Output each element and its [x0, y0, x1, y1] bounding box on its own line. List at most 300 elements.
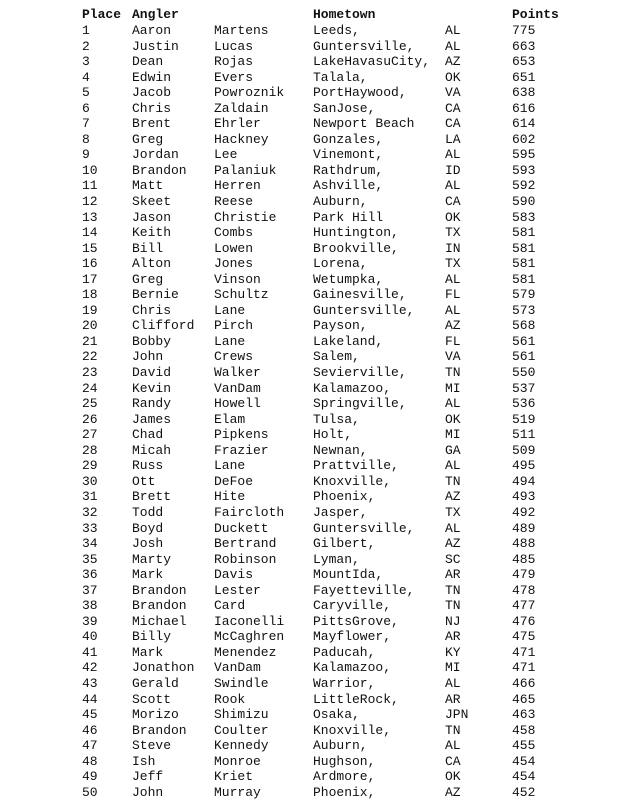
hometown-cell: Wetumpka, [313, 271, 384, 287]
place-cell: 3 [82, 54, 90, 70]
table-row [0, 178, 640, 194]
state-cell: VA [445, 349, 461, 365]
hometown-cell: Ardmore, [313, 769, 376, 785]
table-row [0, 381, 640, 397]
state-cell: AL [445, 271, 461, 287]
first-name-cell: Keith [132, 225, 172, 241]
table-row [0, 256, 640, 272]
last-name-cell: Howell [214, 396, 261, 412]
last-name-cell: Lane [214, 458, 246, 474]
first-name-cell: Gerald [132, 675, 179, 691]
table-row [0, 225, 640, 241]
hometown-cell: Guntersville, [313, 520, 415, 536]
hometown-cell: Brookville, [313, 240, 399, 256]
table-row [0, 676, 640, 692]
points-cell: 511 [512, 427, 536, 443]
table-row [0, 458, 640, 474]
points-cell: 489 [512, 520, 536, 536]
state-cell: FL [445, 333, 461, 349]
last-name-cell: Crews [214, 349, 254, 365]
state-cell: AZ [445, 489, 461, 505]
first-name-cell: Chris [132, 302, 172, 318]
state-cell: MI [445, 660, 461, 676]
table-row [0, 147, 640, 163]
last-name-cell: Pipkens [214, 427, 269, 443]
points-cell: 478 [512, 582, 536, 598]
state-cell: AL [445, 302, 461, 318]
state-cell: OK [445, 411, 461, 427]
place-cell: 8 [82, 131, 90, 147]
last-name-cell: Lowen [214, 240, 254, 256]
points-cell: 492 [512, 504, 536, 520]
place-cell: 46 [82, 722, 98, 738]
points-cell: 466 [512, 675, 536, 691]
points-cell: 663 [512, 38, 536, 54]
first-name-cell: Brandon [132, 722, 187, 738]
place-cell: 47 [82, 738, 98, 754]
points-cell: 561 [512, 349, 536, 365]
table-row [0, 505, 640, 521]
last-name-cell: VanDam [214, 380, 261, 396]
hometown-cell: Osaka, [313, 707, 360, 723]
last-name-cell: Davis [214, 567, 254, 583]
first-name-cell: Scott [132, 691, 172, 707]
first-name-cell: James [132, 411, 172, 427]
last-name-cell: Murray [214, 784, 261, 800]
last-name-cell: Menendez [214, 644, 277, 660]
points-cell: 638 [512, 85, 536, 101]
table-row [0, 552, 640, 568]
points-cell: 455 [512, 738, 536, 754]
last-name-cell: Shimizu [214, 707, 269, 723]
place-cell: 45 [82, 707, 98, 723]
hometown-cell: Gainesville, [313, 287, 407, 303]
hometown-cell: Rathdrum, [313, 162, 384, 178]
table-row [0, 272, 640, 288]
first-name-cell: John [132, 349, 164, 365]
last-name-cell: Lane [214, 302, 246, 318]
state-cell: JPN [445, 707, 469, 723]
place-cell: 20 [82, 318, 98, 334]
place-cell: 48 [82, 753, 98, 769]
place-cell: 50 [82, 784, 98, 800]
first-name-cell: Jacob [132, 85, 172, 101]
points-cell: 454 [512, 753, 536, 769]
place-cell: 7 [82, 116, 90, 132]
state-cell: MI [445, 380, 461, 396]
state-cell: AL [445, 38, 461, 54]
table-row [0, 39, 640, 55]
hometown-cell: Holt, [313, 427, 353, 443]
first-name-cell: Edwin [132, 69, 172, 85]
last-name-cell: Pirch [214, 318, 254, 334]
points-cell: 593 [512, 162, 536, 178]
hometown-cell: LittleRock, [313, 691, 399, 707]
last-name-cell: Lester [214, 582, 261, 598]
place-cell: 39 [82, 613, 98, 629]
last-name-cell: Martens [214, 23, 269, 38]
last-name-cell: Kennedy [214, 738, 269, 754]
last-name-cell: Faircloth [214, 504, 285, 520]
table-row [0, 707, 640, 723]
hometown-cell: Payson, [313, 318, 368, 334]
points-cell: 651 [512, 69, 536, 85]
state-cell: AL [445, 520, 461, 536]
table-row [0, 132, 640, 148]
last-name-cell: Jones [214, 256, 254, 272]
hometown-cell: Auburn, [313, 738, 368, 754]
table-row [0, 116, 640, 132]
points-cell: 485 [512, 551, 536, 567]
place-cell: 34 [82, 536, 98, 552]
place-cell: 18 [82, 287, 98, 303]
hometown-cell: Salem, [313, 349, 360, 365]
place-cell: 5 [82, 85, 90, 101]
hometown-cell: Sevierville, [313, 365, 407, 381]
place-cell: 2 [82, 38, 90, 54]
hometown-cell: Huntington, [313, 225, 399, 241]
first-name-cell: Brent [132, 116, 172, 132]
first-name-cell: Bill [132, 240, 164, 256]
header-row [0, 6, 640, 23]
place-cell: 19 [82, 302, 98, 318]
points-cell: 477 [512, 598, 536, 614]
first-name-cell: Greg [132, 271, 164, 287]
place-cell: 41 [82, 644, 98, 660]
state-cell: CA [445, 100, 461, 116]
state-cell: AL [445, 396, 461, 412]
points-cell: 488 [512, 536, 536, 552]
first-name-cell: Josh [132, 536, 164, 552]
points-cell: 561 [512, 333, 536, 349]
table-row [0, 318, 640, 334]
first-name-cell: Aaron [132, 23, 172, 38]
table-row [0, 785, 640, 801]
table-row [0, 70, 640, 86]
first-name-cell: Skeet [132, 194, 172, 210]
first-name-cell: Mark [132, 644, 164, 660]
state-cell: TN [445, 722, 461, 738]
first-name-cell: Brandon [132, 598, 187, 614]
first-name-cell: Ott [132, 473, 156, 489]
points-cell: 452 [512, 784, 536, 800]
place-cell: 4 [82, 69, 90, 85]
state-cell: AZ [445, 784, 461, 800]
table-row [0, 567, 640, 583]
place-cell: 32 [82, 504, 98, 520]
table-row [0, 645, 640, 661]
hometown-cell: PittsGrove, [313, 613, 399, 629]
last-name-cell: Lucas [214, 38, 254, 54]
state-cell: AL [445, 23, 461, 38]
hometown-cell: Gonzales, [313, 131, 384, 147]
first-name-cell: John [132, 784, 164, 800]
last-name-cell: Card [214, 598, 246, 614]
hometown-cell: Paducah, [313, 644, 376, 660]
points-cell: 568 [512, 318, 536, 334]
first-name-cell: Greg [132, 131, 164, 147]
table-row [0, 692, 640, 708]
table-row [0, 412, 640, 428]
first-name-cell: Mark [132, 567, 164, 583]
first-name-cell: Todd [132, 504, 164, 520]
hometown-cell: Lakeland, [313, 333, 384, 349]
points-cell: 458 [512, 722, 536, 738]
table-row [0, 334, 640, 350]
place-cell: 28 [82, 442, 98, 458]
hometown-cell: Caryville, [313, 598, 392, 614]
first-name-cell: Chad [132, 427, 164, 443]
first-name-cell: Steve [132, 738, 172, 754]
state-cell: TN [445, 598, 461, 614]
state-cell: TX [445, 256, 461, 272]
points-cell: 595 [512, 147, 536, 163]
table-row [0, 101, 640, 117]
state-cell: NJ [445, 613, 461, 629]
last-name-cell: Kriet [214, 769, 254, 785]
points-cell: 536 [512, 396, 536, 412]
hometown-cell: Lyman, [313, 551, 360, 567]
state-cell: TN [445, 473, 461, 489]
table-row [0, 583, 640, 599]
last-name-cell: Frazier [214, 442, 269, 458]
first-name-cell: Clifford [132, 318, 195, 334]
state-cell: ID [445, 162, 461, 178]
state-cell: VA [445, 85, 461, 101]
last-name-cell: Evers [214, 69, 254, 85]
hometown-cell: Hughson, [313, 753, 376, 769]
state-cell: KY [445, 644, 461, 660]
table-row [0, 54, 640, 70]
table-row [0, 769, 640, 785]
place-cell: 15 [82, 240, 98, 256]
hometown-cell: Springville, [313, 396, 407, 412]
last-name-cell: Christie [214, 209, 277, 225]
state-cell: AR [445, 691, 461, 707]
hometown-cell: Ashville, [313, 178, 384, 194]
points-cell: 493 [512, 489, 536, 505]
points-cell: 465 [512, 691, 536, 707]
points-cell: 581 [512, 225, 536, 241]
place-cell: 35 [82, 551, 98, 567]
first-name-cell: Russ [132, 458, 164, 474]
points-cell: 519 [512, 411, 536, 427]
place-cell: 44 [82, 691, 98, 707]
hometown-cell: SanJose, [313, 100, 376, 116]
points-cell: 583 [512, 209, 536, 225]
last-name-cell: Bertrand [214, 536, 277, 552]
hometown-cell: MountIda, [313, 567, 384, 583]
points-cell: 471 [512, 644, 536, 660]
first-name-cell: Jason [132, 209, 172, 225]
first-name-cell: Jordan [132, 147, 179, 163]
first-name-cell: Bernie [132, 287, 179, 303]
state-cell: CA [445, 194, 461, 210]
place-cell: 43 [82, 675, 98, 691]
state-cell: IN [445, 240, 461, 256]
place-cell: 25 [82, 396, 98, 412]
points-cell: 463 [512, 707, 536, 723]
table-row [0, 303, 640, 319]
hometown-cell: Newport Beach [313, 116, 415, 132]
first-name-cell: Bobby [132, 333, 172, 349]
state-cell: OK [445, 209, 461, 225]
points-cell: 495 [512, 458, 536, 474]
table-row [0, 629, 640, 645]
points-header: Points [512, 7, 559, 22]
last-name-cell: Zaldain [214, 100, 269, 116]
first-name-cell: David [132, 365, 172, 381]
points-cell: 494 [512, 473, 536, 489]
points-cell: 581 [512, 271, 536, 287]
state-cell: AL [445, 738, 461, 754]
first-name-cell: Dean [132, 54, 164, 70]
points-cell: 616 [512, 100, 536, 116]
last-name-cell: Rook [214, 691, 246, 707]
hometown-cell: Newnan, [313, 442, 368, 458]
last-name-cell: DeFoe [214, 473, 254, 489]
place-cell: 13 [82, 209, 98, 225]
last-name-cell: Hite [214, 489, 246, 505]
points-cell: 614 [512, 116, 536, 132]
place-cell: 14 [82, 225, 98, 241]
first-name-cell: Chris [132, 100, 172, 116]
state-cell: OK [445, 769, 461, 785]
last-name-cell: Coulter [214, 722, 269, 738]
state-cell: CA [445, 116, 461, 132]
state-cell: SC [445, 551, 461, 567]
first-name-cell: Matt [132, 178, 164, 194]
table-row [0, 536, 640, 552]
standings-rows [0, 23, 640, 800]
place-cell: 33 [82, 520, 98, 536]
last-name-cell: Robinson [214, 551, 277, 567]
table-row [0, 365, 640, 381]
last-name-cell: Rojas [214, 54, 254, 70]
place-cell: 29 [82, 458, 98, 474]
hometown-cell: Talala, [313, 69, 368, 85]
points-cell: 476 [512, 613, 536, 629]
place-cell: 40 [82, 629, 98, 645]
points-cell: 454 [512, 769, 536, 785]
place-cell: 21 [82, 333, 98, 349]
points-cell: 471 [512, 660, 536, 676]
last-name-cell: McCaghren [214, 629, 285, 645]
hometown-cell: Guntersville, [313, 302, 415, 318]
table-row [0, 85, 640, 101]
points-cell: 573 [512, 302, 536, 318]
hometown-cell: Kalamazoo, [313, 380, 392, 396]
hometown-cell: Warrior, [313, 675, 376, 691]
state-cell: MI [445, 427, 461, 443]
place-cell: 23 [82, 365, 98, 381]
state-cell: AL [445, 675, 461, 691]
place-cell: 31 [82, 489, 98, 505]
first-name-cell: Marty [132, 551, 172, 567]
first-name-cell: Micah [132, 442, 172, 458]
hometown-cell: Gilbert, [313, 536, 376, 552]
points-cell: 579 [512, 287, 536, 303]
hometown-cell: Auburn, [313, 194, 368, 210]
state-cell: GA [445, 442, 461, 458]
last-name-cell: VanDam [214, 660, 261, 676]
points-cell: 475 [512, 629, 536, 645]
table-row [0, 194, 640, 210]
hometown-cell: Jasper, [313, 504, 368, 520]
table-row [0, 723, 640, 739]
place-cell: 27 [82, 427, 98, 443]
last-name-cell: Lee [214, 147, 238, 163]
hometown-cell: Tulsa, [313, 411, 360, 427]
place-cell: 30 [82, 473, 98, 489]
state-cell: CA [445, 753, 461, 769]
place-cell: 37 [82, 582, 98, 598]
table-row [0, 754, 640, 770]
place-cell: 16 [82, 256, 98, 272]
table-row [0, 474, 640, 490]
place-cell: 1 [82, 23, 90, 38]
points-cell: 509 [512, 442, 536, 458]
last-name-cell: Vinson [214, 271, 261, 287]
last-name-cell: Palaniuk [214, 162, 277, 178]
state-cell: FL [445, 287, 461, 303]
first-name-cell: Brandon [132, 582, 187, 598]
table-row [0, 287, 640, 303]
first-name-cell: Jonathon [132, 660, 195, 676]
place-cell: 17 [82, 271, 98, 287]
points-cell: 592 [512, 178, 536, 194]
hometown-cell: Vinemont, [313, 147, 384, 163]
last-name-cell: Walker [214, 365, 261, 381]
hometown-cell: LakeHavasuCity, [313, 54, 431, 70]
state-cell: OK [445, 69, 461, 85]
last-name-cell: Combs [214, 225, 254, 241]
table-row [0, 241, 640, 257]
first-name-cell: Michael [132, 613, 187, 629]
state-cell: LA [445, 131, 461, 147]
last-name-cell: Hackney [214, 131, 269, 147]
points-cell: 479 [512, 567, 536, 583]
state-cell: AL [445, 178, 461, 194]
first-name-cell: Jeff [132, 769, 164, 785]
hometown-cell: Knoxville, [313, 473, 392, 489]
place-cell: 9 [82, 147, 90, 163]
table-row [0, 427, 640, 443]
place-cell: 6 [82, 100, 90, 116]
state-cell: AR [445, 629, 461, 645]
table-row [0, 396, 640, 412]
table-row [0, 660, 640, 676]
last-name-cell: Monroe [214, 753, 261, 769]
state-cell: TX [445, 504, 461, 520]
points-cell: 653 [512, 54, 536, 70]
place-cell: 36 [82, 567, 98, 583]
first-name-cell: Alton [132, 256, 172, 272]
table-row [0, 521, 640, 537]
first-name-cell: Morizo [132, 707, 179, 723]
state-cell: TX [445, 225, 461, 241]
first-name-cell: Billy [132, 629, 172, 645]
place-cell: 38 [82, 598, 98, 614]
place-cell: 11 [82, 178, 98, 194]
hometown-cell: Park Hill [313, 209, 384, 225]
place-cell: 49 [82, 769, 98, 785]
table-row [0, 489, 640, 505]
last-name-cell: Duckett [214, 520, 269, 536]
standings-document [0, 6, 640, 800]
table-row [0, 349, 640, 365]
points-cell: 581 [512, 240, 536, 256]
